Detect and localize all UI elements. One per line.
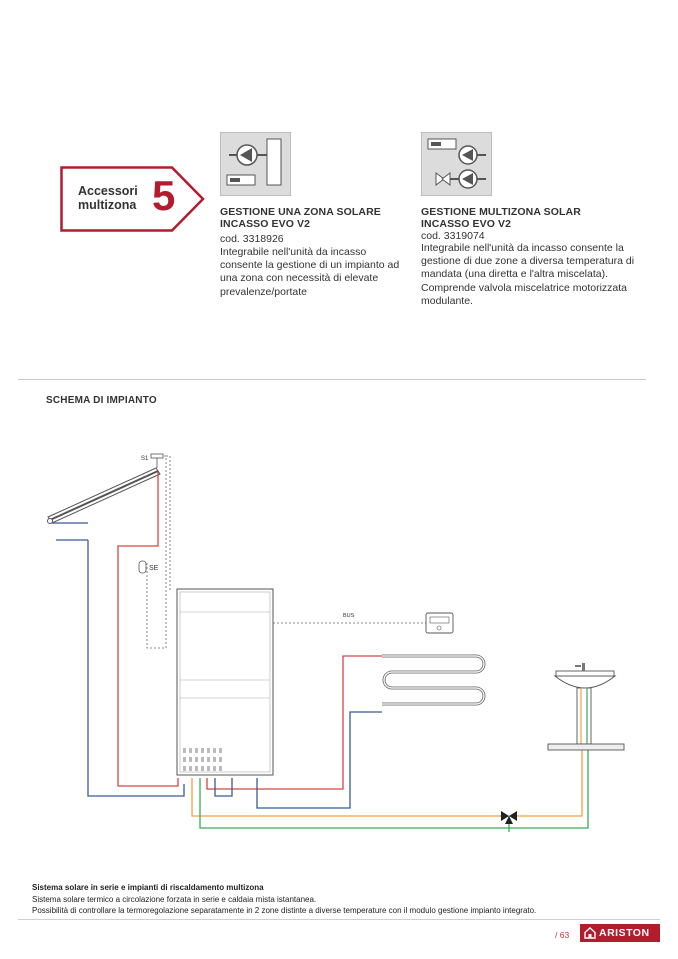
product-description: Integrabile nell'unità da incasso consente la gestione di due zone a diversa temperatura di mandata (una diretta e l'altra miscelata). Comprende valvola miscelatrice motorizzata modulante. [421, 242, 635, 307]
badge-number: 5 [152, 172, 176, 219]
sensor-s1-label: S1 [141, 456, 149, 462]
product-code: cod. 3319074 [421, 230, 485, 242]
schema-title: SCHEMA DI IMPIANTO [46, 395, 157, 406]
solar-collector-icon [48, 468, 161, 524]
caption-text: Possibilità di controllare la termoregolazione separatamente in 2 zone distinte a diverse temperature con il modulo gestione impianto integrato. [32, 906, 537, 915]
sensor-se-label: SE [149, 565, 159, 572]
caption-text: Sistema solare termico a circolazione forzata in serie e caldaia mista istantanea. [32, 895, 317, 904]
single-zone-module-icon [220, 132, 291, 196]
product-title: GESTIONE UNA ZONA SOLARE INCASSO EVO V2 [220, 206, 381, 230]
caption-title: Sistema solare in serie e impianti di riscaldamento multizona [32, 883, 264, 892]
product-title: GESTIONE MULTIZONA SOLAR INCASSO EVO V2 [421, 206, 581, 230]
product-code: cod. 3318926 [220, 233, 284, 245]
plant-schema-diagram [0, 440, 678, 840]
product-description: Integrabile nell'unità da incasso consente la gestione di un impianto ad una zona con necessità di elevate prevalenze/portate [220, 246, 400, 298]
boiler-unit-icon [177, 589, 273, 775]
house-icon [584, 927, 596, 939]
mixing-valve-icon [501, 811, 517, 824]
page-number: / 63 [555, 930, 570, 940]
badge-title: Accessori multizona [78, 184, 138, 212]
section-divider [18, 379, 646, 380]
washbasin-icon [548, 663, 624, 750]
footer-divider [18, 919, 660, 920]
floor-heating-coil-icon [382, 656, 484, 704]
bus-label: BUS [343, 613, 355, 619]
ariston-logo [580, 924, 660, 942]
thermostat-icon [426, 613, 453, 633]
brand-name: ARISTON [599, 927, 650, 939]
multi-zone-module-icon [421, 132, 492, 196]
